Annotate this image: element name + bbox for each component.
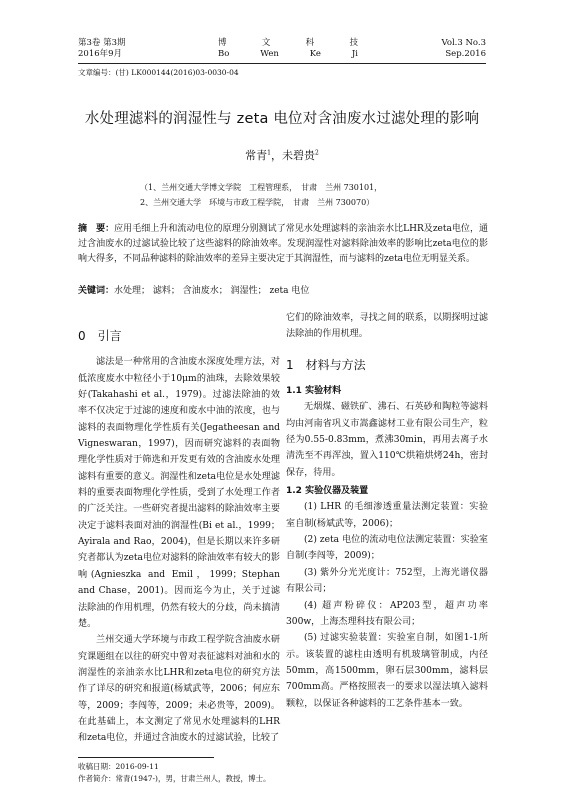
document-number: 文章编号：(甘) LK000144(2016)03-0030-04 (78, 68, 239, 77)
section-heading-methods: 1 材料与方法 (286, 357, 366, 372)
affiliation-2: 2、兰州交通大学 环境与市政工程学院， 甘肃 兰州 730070） (140, 198, 375, 207)
footnote-divider (78, 757, 214, 758)
intro-paragraph-1: 滤法是一种常用的含油废水深度处理方法，对低浓度废水中粒径小于10μm的油珠，去除效果较好(Takahashi et al.，1979)。过滤法除油的效率不仅决定于过滤的速度和废水中油的浓度，也与滤料的表面物理化学性质有关(Jegatheesan and Vigneswaran，1997)，因而研究滤料的表面物理化学性质对于筛选和开发更有效的含油废水处理滤料有重要的意义。润湿性和zeta电位是水处理滤料的重要表面物理化学性质，受到了水处理工作者的广泛关注。一些研究者提出滤料的除油效率主要决定于滤料表面对油的润湿性(Bi et al.，1999；Ayirala and Rao，2004)，但是长期以来许多研究者都认为zeta电位对滤料的除油效率有较大的影响(Agnieszka and Emil，1999；Stephan and Chase，2001)。因而迄今为止，关于过滤法除油的作用机理，仍然有较大的分歧，尚未搞清楚。 (78, 357, 280, 629)
paper-title: 水处理滤料的润湿性与 zeta 电位对含油废水过滤处理的影响 (84, 111, 480, 127)
header-issue: 第3卷 第3期 2016年9月 (78, 38, 126, 59)
author-1-affil: 1 (267, 149, 271, 157)
intro-paragraph-2-continued: 它们的除油效率，寻找之间的联系，以期探明过滤法除油的作用机理。 (286, 313, 488, 340)
intro-paragraph-2: 兰州交通大学环境与市政工程学院含油废水研究课题组在以往的研究中曾对表征滤料对油和水的润湿性的亲油亲水比LHR和zeta电位的研究方法作了详尽的研究和报道(杨斌武等，2006；何应东等，2009；李闯等，2009；未必贵等，2009)。在此基础上，本文测定了常见水处理滤料的LHR和zeta电位，并通过含油废水的过滤试验，比较了 (78, 635, 280, 744)
header-volume: Vol.3 No.3 Sep.2016 (441, 38, 486, 59)
apparatus-item-1: (1) LHR 的毛细渗透重量法测定装置：实验室自制(杨斌武等，2006)； (286, 502, 488, 529)
right-column (286, 310, 488, 712)
footnote-received: 收稿日期：2016-09-11 (78, 762, 159, 771)
abstract-text: 应用毛细上升和流动电位的原理分别测试了常见水处理滤料的亲油亲水比LHR及zeta电位，通过含油废水的过滤试验比较了这些滤料的除油效率。发现润湿性对滤料除油效率的影响比zeta电位的影响大得多，不同品种滤料的除油效率的差异主要决定于其润湿性，而与滤料的zeta电位无明显关系。 (78, 224, 488, 264)
keywords-text: 水处理； 滤料； 含油废水； 润湿性； zeta 电位 (114, 286, 310, 296)
author-line (78, 147, 486, 163)
header-divider (78, 63, 486, 64)
author-1: 常青 (245, 149, 268, 162)
journal-name-en: Bo Wen Ke Ji (218, 49, 358, 59)
author-2: 未碧贵 (282, 149, 315, 162)
journal-name-cn: 博 文 科 技 (218, 38, 358, 48)
subsection-apparatus: 1.2 实验仪器及装置 (286, 486, 369, 497)
journal-name (218, 38, 358, 60)
apparatus-item-4: (4) 超声粉碎仪：AP203型，超声功率300w，上海杰理科技有限公司； (286, 600, 488, 627)
keywords-label: 关键词： (78, 286, 115, 296)
apparatus-item-2: (2) zeta 电位的流动电位法测定装置：实验室自制(李闯等，2009)； (286, 535, 488, 562)
abstract (78, 222, 488, 267)
materials-paragraph: 无烟煤、磁铁矿、沸石、石英砂和陶粒等滤料均由河南省巩义市嵩鑫滤材工业有限公司生产，粒径为0.55-0.83mm，煮沸30min，再用去离子水清洗至不再浑浊，置入110℃烘箱烘烤24h，密封保存，待用。 (286, 402, 488, 478)
subsection-materials: 1.1 实验材料 (286, 386, 342, 397)
apparatus-item-3: (3) 紫外分光光度计：752型，上海光谱仪器有限公司； (286, 567, 488, 595)
author-2-affil: 2 (315, 149, 319, 157)
affiliation-1: （1、兰州交通大学博文学院 工程管理系， 甘肃 兰州 730101， (140, 183, 383, 192)
keywords (78, 283, 488, 296)
section-heading-intro: 0 引言 (78, 329, 122, 343)
apparatus-item-5: (5) 过滤实验装置：实验室自制，如图1-1所示。该装置的滤柱由透明有机玻璃管制成，内径50mm，高1500mm，卵石层300mm，滤料层700mm高。严格按照表一的要求以湿法填入滤料颗粒，以保证各种滤料的工艺条件基本一致。 (286, 633, 488, 709)
footnote-author: 作者简介：常青(1947-)，男，甘肃兰州人，教授，博士。 (78, 774, 271, 783)
author-separator: ， (271, 149, 282, 162)
left-column (78, 328, 280, 747)
abstract-label: 摘 要： (78, 224, 115, 234)
